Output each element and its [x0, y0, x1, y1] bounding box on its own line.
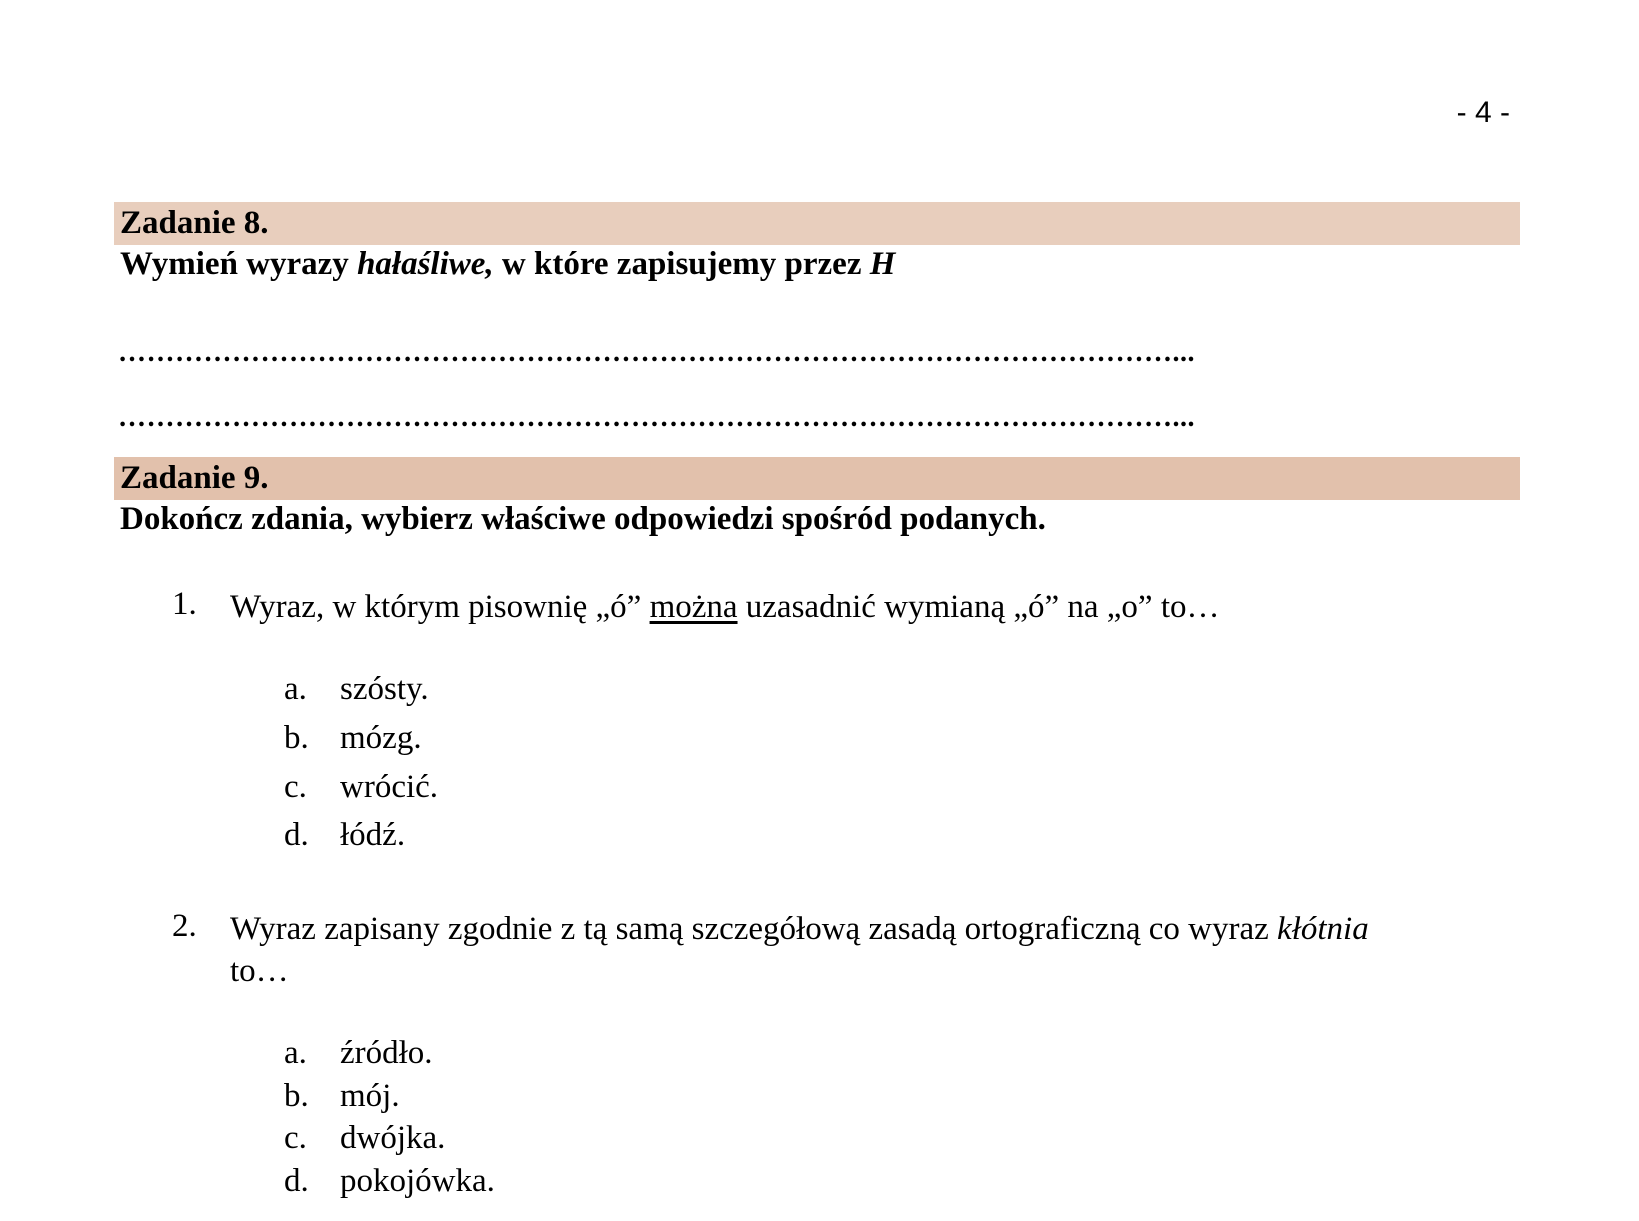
- q2-option-c-text: dwójka.: [340, 1120, 446, 1156]
- question-1-text-part-b: uzasadnić wymianą „ó” na „o” to…: [737, 589, 1220, 625]
- q2-option-a-letter: a.: [284, 1035, 307, 1071]
- task-8-instruction-letter: H: [869, 246, 896, 282]
- task-9-instruction: Dokończ zdania, wybierz właściwe odpowiedzi spośród podanych.: [120, 501, 1046, 537]
- answer-line-2: …………………………………………………………………………………………………...: [118, 402, 1195, 433]
- q1-option-a-text: szósty.: [340, 671, 429, 707]
- q1-option-d-text: łódź.: [340, 817, 406, 853]
- q2-option-c-letter: c.: [284, 1120, 307, 1156]
- question-1-number: 1.: [172, 586, 197, 622]
- page-number: - 4 -: [1456, 96, 1510, 129]
- task-9-header: Zadanie 9.: [114, 457, 1520, 500]
- question-1-underlined-word: można: [649, 589, 738, 625]
- task-8-instruction-part-b: w które zapisujemy przez: [493, 246, 870, 282]
- q2-option-b-letter: b.: [284, 1078, 309, 1114]
- q1-option-c-text: wrócić.: [340, 769, 439, 805]
- task-8-instruction-part-a: Wymień wyrazy: [120, 246, 358, 282]
- question-2-italic-word: kłótnia: [1277, 911, 1369, 947]
- q2-option-b-text: mój.: [340, 1078, 400, 1114]
- question-2-text: [230, 908, 1520, 992]
- q1-option-b-letter: b.: [284, 720, 309, 756]
- q1-option-b-text: mózg.: [340, 720, 422, 756]
- task-8-header: Zadanie 8.: [114, 202, 1520, 245]
- question-1-text: [230, 586, 1520, 628]
- question-2-text-part-b: to…: [230, 953, 289, 989]
- question-2-text-part-a: Wyraz zapisany zgodnie z tą samą szczegółową zasadą ortograficzną co wyraz: [230, 911, 1278, 947]
- question-2-number: 2.: [172, 908, 197, 944]
- question-1-text-part-a: Wyraz, w którym pisownię „ó”: [230, 589, 650, 625]
- task-8-instruction: [120, 246, 895, 283]
- q1-option-d-letter: d.: [284, 817, 309, 853]
- q2-option-a-text: źródło.: [340, 1035, 433, 1071]
- answer-line-1: …………………………………………………………………………………………………...: [118, 337, 1195, 368]
- q1-option-c-letter: c.: [284, 769, 307, 805]
- q1-option-a-letter: a.: [284, 671, 307, 707]
- task-8-instruction-italic: hałaśliwe,: [357, 246, 494, 282]
- q2-option-d-text: pokojówka.: [340, 1163, 495, 1199]
- q2-option-d-letter: d.: [284, 1163, 309, 1199]
